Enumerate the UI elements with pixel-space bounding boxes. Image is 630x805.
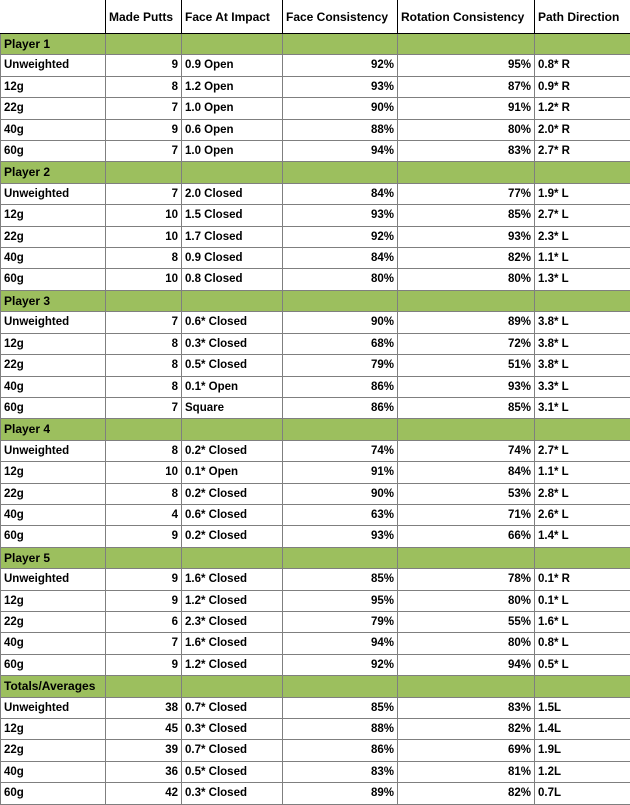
cell-faceco: 92% bbox=[283, 55, 398, 76]
group-header-spacer bbox=[182, 34, 283, 55]
cell-path: 3.1* L bbox=[535, 397, 630, 418]
table-body bbox=[1, 34, 630, 805]
cell-putts: 9 bbox=[106, 654, 182, 675]
cell-path: 1.4* L bbox=[535, 526, 630, 547]
cell-path: 1.2* R bbox=[535, 98, 630, 119]
cell-rotco: 87% bbox=[398, 76, 535, 97]
cell-faceco: 95% bbox=[283, 590, 398, 611]
cell-label: 12g bbox=[1, 205, 106, 226]
cell-path: 2.7* R bbox=[535, 141, 630, 162]
cell-faceco: 94% bbox=[283, 633, 398, 654]
cell-label: 40g bbox=[1, 119, 106, 140]
cell-rotco: 66% bbox=[398, 526, 535, 547]
header-row bbox=[1, 1, 630, 34]
table-row bbox=[1, 440, 630, 461]
column-header-face-at-impact: Face At Impact bbox=[182, 1, 283, 34]
cell-putts: 7 bbox=[106, 633, 182, 654]
cell-path: 0.8* R bbox=[535, 55, 630, 76]
cell-face: 1.2* Closed bbox=[182, 590, 283, 611]
cell-faceco: 85% bbox=[283, 569, 398, 590]
cell-face: 1.0 Open bbox=[182, 98, 283, 119]
cell-rotco: 82% bbox=[398, 783, 535, 804]
cell-rotco: 93% bbox=[398, 376, 535, 397]
group-header-spacer bbox=[283, 547, 398, 568]
cell-faceco: 94% bbox=[283, 141, 398, 162]
table-row bbox=[1, 761, 630, 782]
group-header-spacer bbox=[283, 162, 398, 183]
cell-putts: 7 bbox=[106, 312, 182, 333]
group-header-spacer bbox=[535, 419, 630, 440]
group-header-spacer bbox=[535, 547, 630, 568]
cell-rotco: 78% bbox=[398, 569, 535, 590]
cell-face: 0.6 Open bbox=[182, 119, 283, 140]
cell-putts: 45 bbox=[106, 719, 182, 740]
table-row bbox=[1, 462, 630, 483]
table-row bbox=[1, 483, 630, 504]
group-header-spacer bbox=[182, 547, 283, 568]
cell-face: Square bbox=[182, 397, 283, 418]
cell-label: 22g bbox=[1, 226, 106, 247]
cell-rotco: 53% bbox=[398, 483, 535, 504]
cell-putts: 9 bbox=[106, 55, 182, 76]
cell-putts: 8 bbox=[106, 483, 182, 504]
cell-faceco: 93% bbox=[283, 205, 398, 226]
cell-face: 0.9 Closed bbox=[182, 248, 283, 269]
cell-face: 0.8 Closed bbox=[182, 269, 283, 290]
cell-rotco: 81% bbox=[398, 761, 535, 782]
table-row bbox=[1, 611, 630, 632]
cell-faceco: 86% bbox=[283, 740, 398, 761]
cell-faceco: 90% bbox=[283, 312, 398, 333]
cell-putts: 9 bbox=[106, 569, 182, 590]
cell-face: 0.2* Closed bbox=[182, 483, 283, 504]
cell-label: 40g bbox=[1, 504, 106, 525]
cell-label: 22g bbox=[1, 483, 106, 504]
cell-rotco: 82% bbox=[398, 248, 535, 269]
cell-faceco: 80% bbox=[283, 269, 398, 290]
table-row bbox=[1, 526, 630, 547]
group-header-spacer bbox=[106, 290, 182, 311]
cell-rotco: 71% bbox=[398, 504, 535, 525]
cell-faceco: 79% bbox=[283, 611, 398, 632]
cell-path: 3.3* L bbox=[535, 376, 630, 397]
cell-path: 2.3* L bbox=[535, 226, 630, 247]
table-row bbox=[1, 504, 630, 525]
cell-label: Unweighted bbox=[1, 183, 106, 204]
cell-label: 22g bbox=[1, 740, 106, 761]
group-header-spacer bbox=[535, 676, 630, 697]
table-row bbox=[1, 226, 630, 247]
cell-faceco: 84% bbox=[283, 183, 398, 204]
cell-path: 1.9L bbox=[535, 740, 630, 761]
table-header bbox=[1, 1, 630, 34]
cell-face: 0.5* Closed bbox=[182, 355, 283, 376]
cell-label: Unweighted bbox=[1, 569, 106, 590]
cell-label: 40g bbox=[1, 761, 106, 782]
group-header-spacer bbox=[106, 162, 182, 183]
table-row bbox=[1, 740, 630, 761]
cell-putts: 8 bbox=[106, 376, 182, 397]
cell-label: 12g bbox=[1, 590, 106, 611]
cell-face: 0.6* Closed bbox=[182, 504, 283, 525]
group-header-spacer bbox=[535, 34, 630, 55]
column-header-made-putts: Made Putts bbox=[106, 1, 182, 34]
cell-rotco: 83% bbox=[398, 697, 535, 718]
cell-putts: 9 bbox=[106, 526, 182, 547]
cell-face: 0.3* Closed bbox=[182, 333, 283, 354]
cell-path: 1.9* L bbox=[535, 183, 630, 204]
group-header-spacer bbox=[398, 547, 535, 568]
cell-label: 22g bbox=[1, 355, 106, 376]
cell-face: 1.5 Closed bbox=[182, 205, 283, 226]
column-header-face-consistency: Face Consistency bbox=[283, 1, 398, 34]
cell-face: 1.7 Closed bbox=[182, 226, 283, 247]
group-header-spacer bbox=[106, 419, 182, 440]
cell-path: 0.1* R bbox=[535, 569, 630, 590]
group-title: Player 2 bbox=[1, 162, 106, 183]
cell-label: 60g bbox=[1, 141, 106, 162]
cell-rotco: 95% bbox=[398, 55, 535, 76]
cell-faceco: 86% bbox=[283, 397, 398, 418]
cell-label: 60g bbox=[1, 269, 106, 290]
cell-faceco: 85% bbox=[283, 697, 398, 718]
cell-rotco: 80% bbox=[398, 269, 535, 290]
column-header-path-direction: Path Direction bbox=[535, 1, 630, 34]
cell-putts: 10 bbox=[106, 462, 182, 483]
group-header-row bbox=[1, 547, 630, 568]
table-row bbox=[1, 98, 630, 119]
cell-putts: 7 bbox=[106, 397, 182, 418]
group-header-spacer bbox=[283, 676, 398, 697]
table-row bbox=[1, 205, 630, 226]
cell-path: 3.8* L bbox=[535, 355, 630, 376]
group-header-spacer bbox=[398, 419, 535, 440]
table-row bbox=[1, 269, 630, 290]
cell-faceco: 90% bbox=[283, 98, 398, 119]
group-header-spacer bbox=[283, 34, 398, 55]
table-row bbox=[1, 590, 630, 611]
table-row bbox=[1, 119, 630, 140]
group-title: Player 4 bbox=[1, 419, 106, 440]
cell-putts: 7 bbox=[106, 183, 182, 204]
cell-rotco: 94% bbox=[398, 654, 535, 675]
cell-rotco: 93% bbox=[398, 226, 535, 247]
cell-rotco: 72% bbox=[398, 333, 535, 354]
cell-rotco: 80% bbox=[398, 119, 535, 140]
cell-label: 60g bbox=[1, 654, 106, 675]
cell-path: 1.1* L bbox=[535, 248, 630, 269]
cell-face: 1.6* Closed bbox=[182, 633, 283, 654]
cell-label: 60g bbox=[1, 783, 106, 804]
cell-label: 12g bbox=[1, 333, 106, 354]
cell-label: 40g bbox=[1, 376, 106, 397]
cell-face: 0.9 Open bbox=[182, 55, 283, 76]
group-header-spacer bbox=[398, 676, 535, 697]
group-header-spacer bbox=[182, 290, 283, 311]
cell-path: 3.8* L bbox=[535, 333, 630, 354]
cell-face: 0.7* Closed bbox=[182, 697, 283, 718]
table-row bbox=[1, 248, 630, 269]
group-header-spacer bbox=[182, 419, 283, 440]
cell-faceco: 89% bbox=[283, 783, 398, 804]
group-title: Player 1 bbox=[1, 34, 106, 55]
cell-putts: 7 bbox=[106, 141, 182, 162]
cell-putts: 9 bbox=[106, 590, 182, 611]
table-row bbox=[1, 76, 630, 97]
cell-face: 0.3* Closed bbox=[182, 719, 283, 740]
cell-putts: 10 bbox=[106, 269, 182, 290]
cell-path: 0.1* L bbox=[535, 590, 630, 611]
cell-face: 1.2* Closed bbox=[182, 654, 283, 675]
group-header-spacer bbox=[398, 162, 535, 183]
cell-faceco: 63% bbox=[283, 504, 398, 525]
group-header-row bbox=[1, 419, 630, 440]
cell-rotco: 85% bbox=[398, 397, 535, 418]
cell-path: 1.5L bbox=[535, 697, 630, 718]
group-header-spacer bbox=[398, 34, 535, 55]
table-row bbox=[1, 312, 630, 333]
table-row bbox=[1, 633, 630, 654]
cell-putts: 39 bbox=[106, 740, 182, 761]
cell-putts: 38 bbox=[106, 697, 182, 718]
group-header-spacer bbox=[283, 290, 398, 311]
cell-face: 2.3* Closed bbox=[182, 611, 283, 632]
cell-putts: 9 bbox=[106, 119, 182, 140]
cell-label: Unweighted bbox=[1, 440, 106, 461]
cell-label: 12g bbox=[1, 76, 106, 97]
group-header-row bbox=[1, 676, 630, 697]
cell-putts: 10 bbox=[106, 205, 182, 226]
cell-label: 60g bbox=[1, 526, 106, 547]
cell-putts: 8 bbox=[106, 333, 182, 354]
group-title: Player 5 bbox=[1, 547, 106, 568]
cell-rotco: 74% bbox=[398, 440, 535, 461]
cell-putts: 42 bbox=[106, 783, 182, 804]
group-header-row bbox=[1, 34, 630, 55]
cell-putts: 8 bbox=[106, 76, 182, 97]
cell-rotco: 51% bbox=[398, 355, 535, 376]
cell-faceco: 88% bbox=[283, 119, 398, 140]
cell-path: 1.6* L bbox=[535, 611, 630, 632]
cell-faceco: 92% bbox=[283, 226, 398, 247]
cell-path: 2.6* L bbox=[535, 504, 630, 525]
cell-face: 0.6* Closed bbox=[182, 312, 283, 333]
cell-label: 40g bbox=[1, 248, 106, 269]
cell-face: 1.0 Open bbox=[182, 141, 283, 162]
cell-faceco: 86% bbox=[283, 376, 398, 397]
group-header-spacer bbox=[182, 676, 283, 697]
cell-faceco: 90% bbox=[283, 483, 398, 504]
cell-label: 22g bbox=[1, 98, 106, 119]
group-header-spacer bbox=[535, 162, 630, 183]
table-row bbox=[1, 376, 630, 397]
cell-faceco: 68% bbox=[283, 333, 398, 354]
cell-path: 2.8* L bbox=[535, 483, 630, 504]
cell-putts: 7 bbox=[106, 98, 182, 119]
cell-path: 2.0* R bbox=[535, 119, 630, 140]
cell-path: 2.7* L bbox=[535, 440, 630, 461]
cell-path: 1.2L bbox=[535, 761, 630, 782]
cell-faceco: 93% bbox=[283, 76, 398, 97]
cell-faceco: 88% bbox=[283, 719, 398, 740]
cell-path: 0.7L bbox=[535, 783, 630, 804]
cell-label: 40g bbox=[1, 633, 106, 654]
table-row bbox=[1, 719, 630, 740]
group-header-row bbox=[1, 290, 630, 311]
cell-rotco: 80% bbox=[398, 633, 535, 654]
cell-path: 0.8* L bbox=[535, 633, 630, 654]
group-title: Player 3 bbox=[1, 290, 106, 311]
cell-path: 2.7* L bbox=[535, 205, 630, 226]
cell-rotco: 69% bbox=[398, 740, 535, 761]
cell-faceco: 93% bbox=[283, 526, 398, 547]
cell-path: 3.8* L bbox=[535, 312, 630, 333]
group-header-spacer bbox=[106, 676, 182, 697]
cell-label: Unweighted bbox=[1, 55, 106, 76]
cell-face: 0.2* Closed bbox=[182, 526, 283, 547]
group-header-spacer bbox=[283, 419, 398, 440]
table-row bbox=[1, 397, 630, 418]
table-row bbox=[1, 355, 630, 376]
cell-putts: 36 bbox=[106, 761, 182, 782]
cell-rotco: 55% bbox=[398, 611, 535, 632]
cell-rotco: 82% bbox=[398, 719, 535, 740]
cell-label: 60g bbox=[1, 397, 106, 418]
cell-faceco: 74% bbox=[283, 440, 398, 461]
cell-face: 0.1* Open bbox=[182, 376, 283, 397]
cell-faceco: 92% bbox=[283, 654, 398, 675]
cell-path: 0.5* L bbox=[535, 654, 630, 675]
group-header-spacer bbox=[182, 162, 283, 183]
table-row bbox=[1, 783, 630, 804]
table-row bbox=[1, 569, 630, 590]
cell-putts: 8 bbox=[106, 248, 182, 269]
cell-rotco: 85% bbox=[398, 205, 535, 226]
cell-rotco: 83% bbox=[398, 141, 535, 162]
cell-putts: 4 bbox=[106, 504, 182, 525]
column-header-rotation-consistency: Rotation Consistency bbox=[398, 1, 535, 34]
cell-putts: 10 bbox=[106, 226, 182, 247]
table-row bbox=[1, 55, 630, 76]
cell-faceco: 83% bbox=[283, 761, 398, 782]
cell-path: 1.1* L bbox=[535, 462, 630, 483]
cell-path: 0.9* R bbox=[535, 76, 630, 97]
cell-label: Unweighted bbox=[1, 697, 106, 718]
cell-rotco: 77% bbox=[398, 183, 535, 204]
cell-face: 0.1* Open bbox=[182, 462, 283, 483]
cell-face: 0.3* Closed bbox=[182, 783, 283, 804]
cell-putts: 6 bbox=[106, 611, 182, 632]
cell-face: 1.6* Closed bbox=[182, 569, 283, 590]
cell-faceco: 91% bbox=[283, 462, 398, 483]
cell-faceco: 79% bbox=[283, 355, 398, 376]
cell-rotco: 89% bbox=[398, 312, 535, 333]
group-header-spacer bbox=[106, 547, 182, 568]
cell-face: 0.7* Closed bbox=[182, 740, 283, 761]
cell-path: 1.3* L bbox=[535, 269, 630, 290]
group-header-row bbox=[1, 162, 630, 183]
cell-rotco: 80% bbox=[398, 590, 535, 611]
group-title: Totals/Averages bbox=[1, 676, 106, 697]
table-row bbox=[1, 333, 630, 354]
table-row bbox=[1, 141, 630, 162]
cell-rotco: 84% bbox=[398, 462, 535, 483]
cell-face: 1.2 Open bbox=[182, 76, 283, 97]
group-header-spacer bbox=[106, 34, 182, 55]
cell-rotco: 91% bbox=[398, 98, 535, 119]
cell-faceco: 84% bbox=[283, 248, 398, 269]
group-header-spacer bbox=[535, 290, 630, 311]
column-header-blank bbox=[1, 1, 106, 34]
cell-label: 12g bbox=[1, 719, 106, 740]
table-row bbox=[1, 183, 630, 204]
cell-face: 0.5* Closed bbox=[182, 761, 283, 782]
cell-putts: 8 bbox=[106, 355, 182, 376]
cell-path: 1.4L bbox=[535, 719, 630, 740]
group-header-spacer bbox=[398, 290, 535, 311]
cell-label: 22g bbox=[1, 611, 106, 632]
cell-putts: 8 bbox=[106, 440, 182, 461]
table-row bbox=[1, 697, 630, 718]
table-row bbox=[1, 654, 630, 675]
cell-face: 0.2* Closed bbox=[182, 440, 283, 461]
cell-label: Unweighted bbox=[1, 312, 106, 333]
cell-label: 12g bbox=[1, 462, 106, 483]
cell-face: 2.0 Closed bbox=[182, 183, 283, 204]
